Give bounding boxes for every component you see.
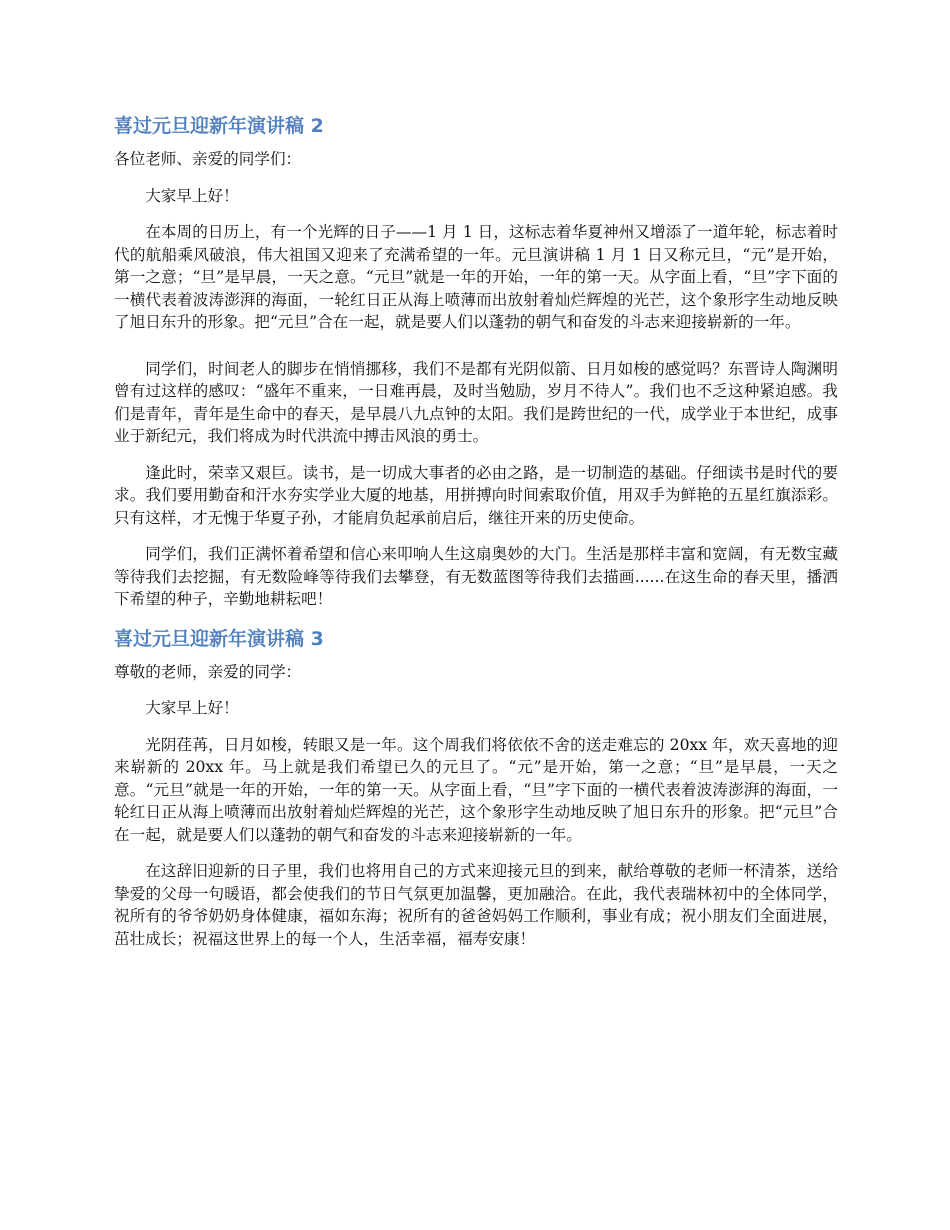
body-paragraph: 在本周的日历上，有一个光辉的日子——1 月 1 日，这标志着华夏神州又增添了一道年轮，标志着时代的航船乘风破浪，伟大祖国又迎来了充满希望的一年。元旦演讲稿 1 月 1 日又称元旦，“元”是开始，第一之意；“旦”是早晨，一天之意。“元旦”就是一年的开始，一年的第一天。从字面上看，“旦”字下面的一横代表着波涛澎湃的海面，一轮红日正从海上喷薄而出放射着灿烂辉煌的光芒，这个象形字生动地反映了旭日东升的形象。把“元旦”合在一起，就是要人们以蓬勃的朝气和奋发的斗志来迎接崭新的一年。 xyxy=(114,223,838,331)
speech-section-3 xyxy=(114,625,838,951)
section-heading: 喜过元旦迎新年演讲稿 2 xyxy=(114,115,324,137)
body-paragraph: 同学们，我们正满怀着希望和信心来叩响人生这扇奥妙的大门。生活是那样丰富和宽阔，有无数宝藏等待我们去挖掘，有无数险峰等待我们去攀登，有无数蓝图等待我们去描画......在这生命的春天里，播洒下希望的种子，辛勤地耕耘吧！ xyxy=(114,545,838,608)
speech-section-2 xyxy=(114,112,838,611)
salutation: 尊敬的老师，亲爱的同学： xyxy=(114,662,302,681)
body-paragraph: 光阴荏苒，日月如梭，转眼又是一年。这个周我们将依依不舍的送走难忘的 20xx 年，欢天喜地的迎来崭新的 20xx 年。马上就是我们希望已久的元旦了。“元”是开始，第一之意；“旦”是早晨，一天之意。“元旦”就是一年的开始，一年的第一天。从字面上看，“旦”字下面的一横代表着波涛澎湃的海面，一轮红日正从海上喷薄而出放射着灿烂辉煌的光芒，这个象形字生动地反映了旭日东升的形象。把“元旦”合在一起，就是要人们以蓬勃的朝气和奋发的斗志来迎接崭新的一年。 xyxy=(114,735,838,844)
salutation: 各位老师、亲爱的同学们： xyxy=(114,150,302,168)
body-paragraph: 逢此时，荣幸又艰巨。读书，是一切成大事者的必由之路，是一切制造的基础。仔细读书是时代的要求。我们要用勤奋和汗水夯实学业大厦的地基，用拼搏向时间索取价值，用双手为鲜艳的五星红旗添彩。只有这样，才无愧于华夏子孙，才能肩负起承前启后，继往开来的历史使命。 xyxy=(114,463,838,527)
body-paragraph: 在这辞旧迎新的日子里，我们也将用自己的方式来迎接元旦的到来，献给尊敬的老师一杯清茶，送给挚爱的父母一句暖语，都会使我们的节日气氛更加温馨，更加融洽。在此，我代表瑞林初中的全体同学，祝所有的爷爷奶奶身体健康，福如东海；祝所有的爸爸妈妈工作顺利，事业有成；祝小朋友们全面进展，茁壮成长；祝福这世界上的每一个人，生活幸福，福寿安康！ xyxy=(114,862,838,948)
section-heading: 喜过元旦迎新年演讲稿 3 xyxy=(114,627,324,650)
greeting: 大家早上好！ xyxy=(145,699,239,717)
document-page xyxy=(114,112,838,964)
greeting: 大家早上好！ xyxy=(145,186,239,205)
body-paragraph: 同学们，时间老人的脚步在悄悄挪移，我们不是都有光阴似箭、日月如梭的感觉吗？东晋诗人陶渊明曾有过这样的感叹：“盛年不重来，一日难再晨，及时当勉励，岁月不待人”。我们也不乏这种紧迫感。我们是青年，青年是生命中的春天，是早晨八九点钟的太阳。我们是跨世纪的一代，成学业于本世纪，成事业于新纪元，我们将成为时代洪流中搏击风浪的勇士。 xyxy=(114,359,838,445)
blank-line xyxy=(114,334,838,358)
